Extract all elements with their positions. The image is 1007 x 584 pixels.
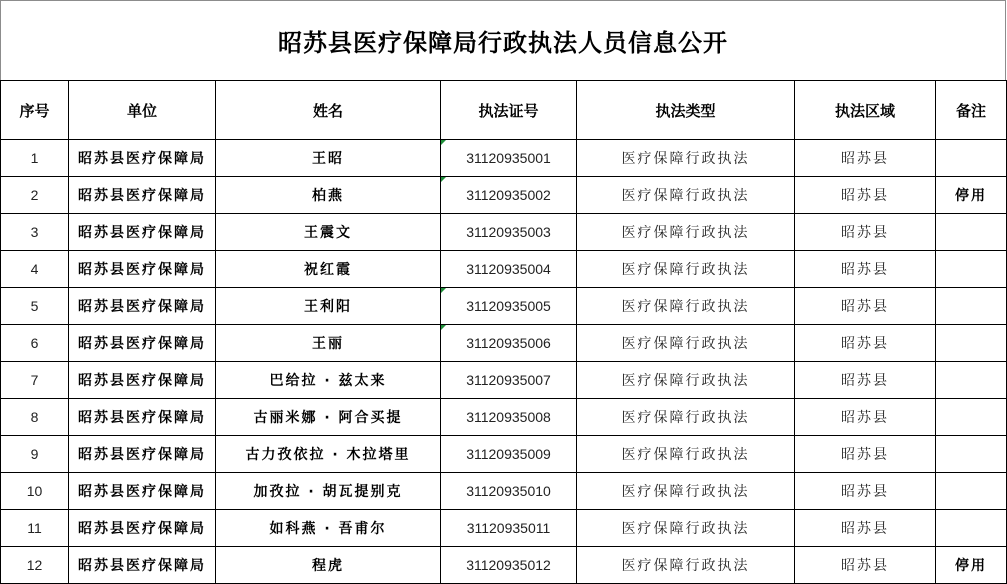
cell-marker-icon <box>441 288 446 293</box>
table-row <box>1 177 1007 214</box>
table-row <box>1 510 1007 547</box>
cell-note[interactable] <box>936 251 1007 288</box>
cell-type[interactable]: 医疗保障行政执法 <box>577 214 795 251</box>
cell-cert[interactable] <box>441 288 577 325</box>
cell-unit[interactable]: 昭苏县医疗保障局 <box>69 214 216 251</box>
cell-type[interactable]: 医疗保障行政执法 <box>577 288 795 325</box>
cell-note[interactable]: 停用 <box>936 177 1007 214</box>
cell-note[interactable] <box>936 140 1007 177</box>
cell-seq[interactable]: 5 <box>1 288 69 325</box>
cell-area[interactable]: 昭苏县 <box>795 214 936 251</box>
cell-area[interactable]: 昭苏县 <box>795 436 936 473</box>
table-row <box>1 547 1007 584</box>
cell-type[interactable]: 医疗保障行政执法 <box>577 140 795 177</box>
cell-area[interactable]: 昭苏县 <box>795 362 936 399</box>
cell-name[interactable]: 古力孜依拉 · 木拉塔里 <box>216 436 441 473</box>
cell-unit[interactable]: 昭苏县医疗保障局 <box>69 325 216 362</box>
cell-area[interactable]: 昭苏县 <box>795 288 936 325</box>
table-row <box>1 288 1007 325</box>
cell-cert[interactable] <box>441 177 577 214</box>
cell-name[interactable]: 古丽米娜 · 阿合买提 <box>216 399 441 436</box>
cell-marker-icon <box>441 140 446 145</box>
cell-type[interactable]: 医疗保障行政执法 <box>577 473 795 510</box>
cell-seq[interactable]: 1 <box>1 140 69 177</box>
cell-seq[interactable]: 10 <box>1 473 69 510</box>
cell-cert[interactable]: 31120935011 <box>441 510 577 547</box>
cell-note[interactable] <box>936 288 1007 325</box>
cell-unit[interactable]: 昭苏县医疗保障局 <box>69 362 216 399</box>
header-cert[interactable]: 执法证号 <box>441 81 577 140</box>
cell-name[interactable]: 王震文 <box>216 214 441 251</box>
table-row <box>1 399 1007 436</box>
cell-area[interactable]: 昭苏县 <box>795 399 936 436</box>
personnel-table <box>0 80 1007 584</box>
cell-cert[interactable] <box>441 140 577 177</box>
cell-name[interactable]: 加孜拉 · 胡瓦提别克 <box>216 473 441 510</box>
cell-cert[interactable]: 31120935003 <box>441 214 577 251</box>
cell-name[interactable]: 祝红霞 <box>216 251 441 288</box>
header-type[interactable]: 执法类型 <box>577 81 795 140</box>
cell-type[interactable]: 医疗保障行政执法 <box>577 399 795 436</box>
cell-unit[interactable]: 昭苏县医疗保障局 <box>69 399 216 436</box>
cell-cert[interactable]: 31120935012 <box>441 547 577 584</box>
cell-seq[interactable]: 6 <box>1 325 69 362</box>
table-row <box>1 325 1007 362</box>
cell-area[interactable]: 昭苏县 <box>795 325 936 362</box>
cell-cert[interactable]: 31120935009 <box>441 436 577 473</box>
cell-note[interactable] <box>936 510 1007 547</box>
table-row <box>1 436 1007 473</box>
cell-area[interactable]: 昭苏县 <box>795 140 936 177</box>
cell-seq[interactable]: 3 <box>1 214 69 251</box>
header-seq[interactable]: 序号 <box>1 81 69 140</box>
cell-cert[interactable]: 31120935007 <box>441 362 577 399</box>
cell-cert-text: 31120935006 <box>466 335 551 351</box>
cell-note[interactable] <box>936 399 1007 436</box>
cell-name[interactable]: 巴给拉 · 兹太来 <box>216 362 441 399</box>
cell-seq[interactable]: 7 <box>1 362 69 399</box>
cell-cert[interactable]: 31120935010 <box>441 473 577 510</box>
cell-type[interactable]: 医疗保障行政执法 <box>577 510 795 547</box>
cell-cert-text: 31120935005 <box>466 298 551 314</box>
table-row <box>1 362 1007 399</box>
cell-seq[interactable]: 2 <box>1 177 69 214</box>
cell-name[interactable]: 王丽 <box>216 325 441 362</box>
cell-seq[interactable]: 8 <box>1 399 69 436</box>
cell-unit[interactable]: 昭苏县医疗保障局 <box>69 547 216 584</box>
cell-type[interactable]: 医疗保障行政执法 <box>577 547 795 584</box>
header-row <box>1 81 1007 140</box>
cell-note[interactable] <box>936 362 1007 399</box>
cell-type[interactable]: 医疗保障行政执法 <box>577 177 795 214</box>
table-row <box>1 214 1007 251</box>
sheet-title[interactable]: 昭苏县医疗保障局行政执法人员信息公开 <box>0 0 1006 80</box>
cell-name[interactable]: 程虎 <box>216 547 441 584</box>
cell-marker-icon <box>441 177 446 182</box>
cell-unit[interactable]: 昭苏县医疗保障局 <box>69 177 216 214</box>
cell-type[interactable]: 医疗保障行政执法 <box>577 325 795 362</box>
cell-note[interactable] <box>936 436 1007 473</box>
cell-name[interactable]: 柏燕 <box>216 177 441 214</box>
cell-seq[interactable]: 12 <box>1 547 69 584</box>
cell-marker-icon <box>441 325 446 330</box>
cell-note[interactable]: 停用 <box>936 547 1007 584</box>
cell-area[interactable]: 昭苏县 <box>795 473 936 510</box>
cell-type[interactable]: 医疗保障行政执法 <box>577 436 795 473</box>
cell-seq[interactable]: 9 <box>1 436 69 473</box>
header-name[interactable]: 姓名 <box>216 81 441 140</box>
cell-cert[interactable]: 31120935008 <box>441 399 577 436</box>
header-area[interactable]: 执法区域 <box>795 81 936 140</box>
cell-type[interactable]: 医疗保障行政执法 <box>577 362 795 399</box>
cell-note[interactable] <box>936 325 1007 362</box>
header-note[interactable]: 备注 <box>936 81 1007 140</box>
cell-unit[interactable]: 昭苏县医疗保障局 <box>69 473 216 510</box>
cell-type[interactable]: 医疗保障行政执法 <box>577 251 795 288</box>
cell-unit[interactable]: 昭苏县医疗保障局 <box>69 251 216 288</box>
cell-area[interactable]: 昭苏县 <box>795 251 936 288</box>
cell-cert-text: 31120935002 <box>466 187 551 203</box>
cell-seq[interactable]: 11 <box>1 510 69 547</box>
cell-unit[interactable]: 昭苏县医疗保障局 <box>69 436 216 473</box>
cell-note[interactable] <box>936 214 1007 251</box>
cell-unit[interactable]: 昭苏县医疗保障局 <box>69 510 216 547</box>
cell-name[interactable]: 王昭 <box>216 140 441 177</box>
cell-unit[interactable]: 昭苏县医疗保障局 <box>69 288 216 325</box>
cell-cert-text: 31120935001 <box>466 150 551 166</box>
cell-unit[interactable]: 昭苏县医疗保障局 <box>69 140 216 177</box>
header-unit[interactable]: 单位 <box>69 81 216 140</box>
cell-area[interactable]: 昭苏县 <box>795 177 936 214</box>
cell-name[interactable]: 王利阳 <box>216 288 441 325</box>
cell-area[interactable]: 昭苏县 <box>795 510 936 547</box>
table-row <box>1 473 1007 510</box>
table-row <box>1 140 1007 177</box>
cell-seq[interactable]: 4 <box>1 251 69 288</box>
cell-cert[interactable] <box>441 325 577 362</box>
cell-name[interactable]: 如科燕 · 吾甫尔 <box>216 510 441 547</box>
table-row <box>1 251 1007 288</box>
cell-note[interactable] <box>936 473 1007 510</box>
cell-cert[interactable]: 31120935004 <box>441 251 577 288</box>
cell-area[interactable]: 昭苏县 <box>795 547 936 584</box>
